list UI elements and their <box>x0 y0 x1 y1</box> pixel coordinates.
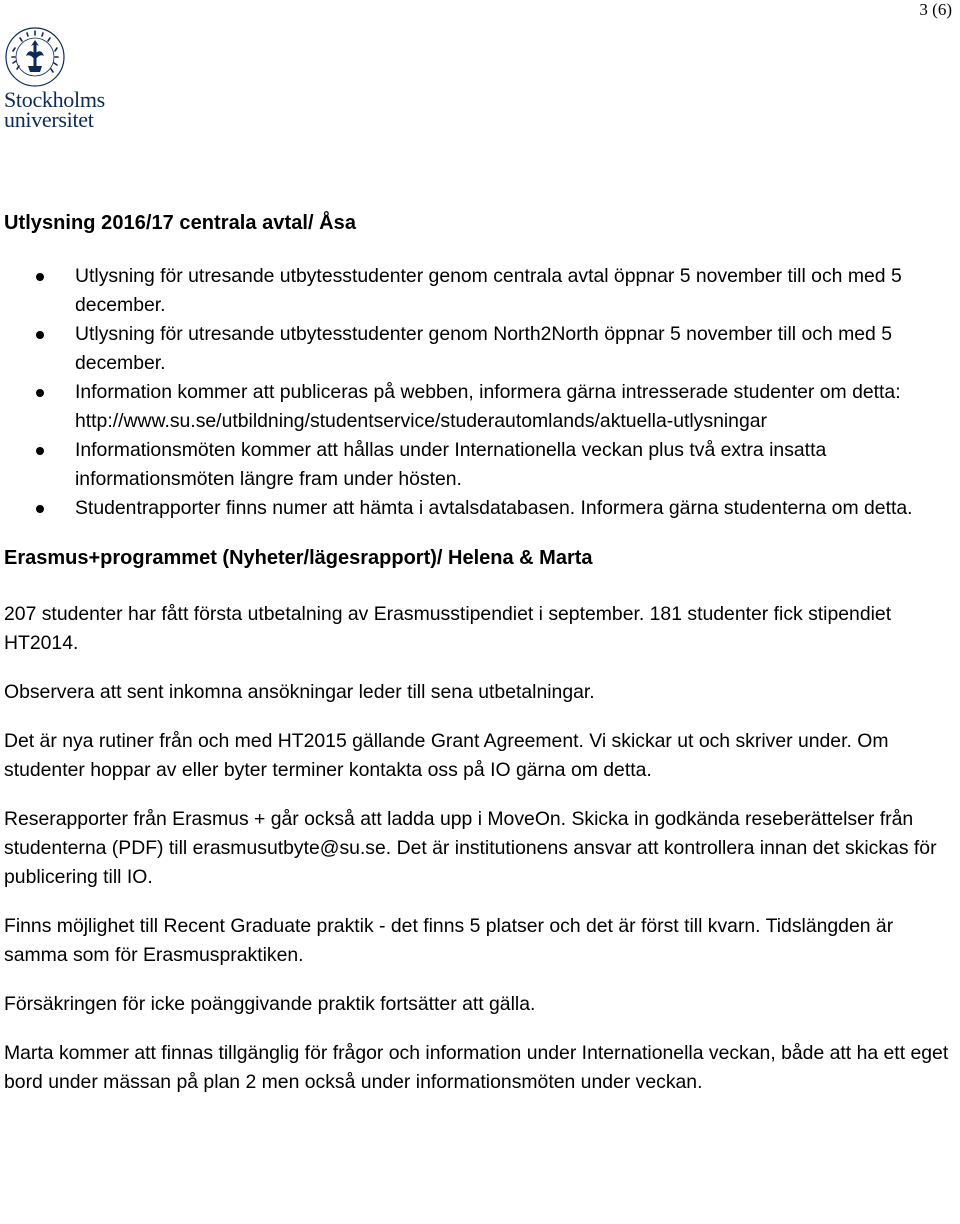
paragraph: Finns möjlighet till Recent Graduate praktik - det finns 5 platser och det är först till kvarn. Tidslängden är samma som för Erasmuspraktiken. <box>4 915 894 966</box>
bullet-text: Utlysning för utresande utbytesstudenter genom North2North öppnar 5 november till och med 5 december. <box>75 323 893 374</box>
paragraph: Reserapporter från Erasmus + går också att ladda upp i MoveOn. Skicka in godkända reseberättelser från studenterna (PDF) till erasmusutbyte@su.se. Det är institutionens ansvar att kontrollera innan det skickas för publicering till IO. <box>4 808 937 888</box>
bullet-icon <box>36 389 44 397</box>
logo-line-1: Stockholms <box>4 87 105 112</box>
bullet-text: Studentrapporter finns numer att hämta i avtalsdatabasen. Informera gärna studenterna om detta. <box>75 497 913 519</box>
paragraph: Försäkringen för icke poänggivande praktik fortsätter att gälla. <box>4 993 536 1015</box>
bullet-text: Informationsmöten kommer att hållas under Internationella veckan plus två extra insatta informationsmöten längre fram under hösten. <box>75 439 827 490</box>
university-logo <box>4 26 122 130</box>
university-seal-icon <box>4 26 66 88</box>
university-wordmark <box>4 87 105 132</box>
bullet-icon <box>36 331 44 339</box>
document-body <box>4 208 958 1117</box>
bullet-item <box>4 494 958 523</box>
bullet-text: Information kommer att publiceras på webben, informera gärna intresserade studenter om detta: http://www.su.se/utbildning/studentservice/studerautomlands/aktuella-utlysningar <box>75 381 901 432</box>
bullet-item <box>4 436 958 494</box>
bullet-item <box>4 378 958 436</box>
bullet-text: Utlysning för utresande utbytesstudenter genom centrala avtal öppnar 5 november till och med 5 december. <box>75 265 902 316</box>
page-number: 3 (6) <box>919 0 952 19</box>
paragraph: Observera att sent inkomna ansökningar leder till sena utbetalningar. <box>4 681 595 703</box>
bullet-icon <box>36 273 44 281</box>
bullet-icon <box>36 505 44 513</box>
bullet-item <box>4 320 958 378</box>
bullet-icon <box>36 447 44 455</box>
utlysning-bullet-list <box>4 262 958 523</box>
logo-line-2: universitet <box>4 107 94 132</box>
paragraph: Marta kommer att finnas tillgänglig för frågor och information under Internationella veckan, både att ha ett eget bord under mässan på plan 2 men också under informationsmöten under veckan. <box>4 1042 949 1093</box>
section-heading-erasmus: Erasmus+programmet (Nyheter/lägesrapport)/ Helena & Marta <box>4 547 593 569</box>
paragraph: 207 studenter har fått första utbetalning av Erasmusstipendiet i september. 181 studenter fick stipendiet HT2014. <box>4 603 892 654</box>
bullet-item <box>4 262 958 320</box>
section-heading-utlysning: Utlysning 2016/17 centrala avtal/ Åsa <box>4 212 357 234</box>
paragraph: Det är nya rutiner från och med HT2015 gällande Grant Agreement. Vi skickar ut och skriver under. Om studenter hoppar av eller byter terminer kontakta oss på IO gärna om detta. <box>4 730 889 781</box>
